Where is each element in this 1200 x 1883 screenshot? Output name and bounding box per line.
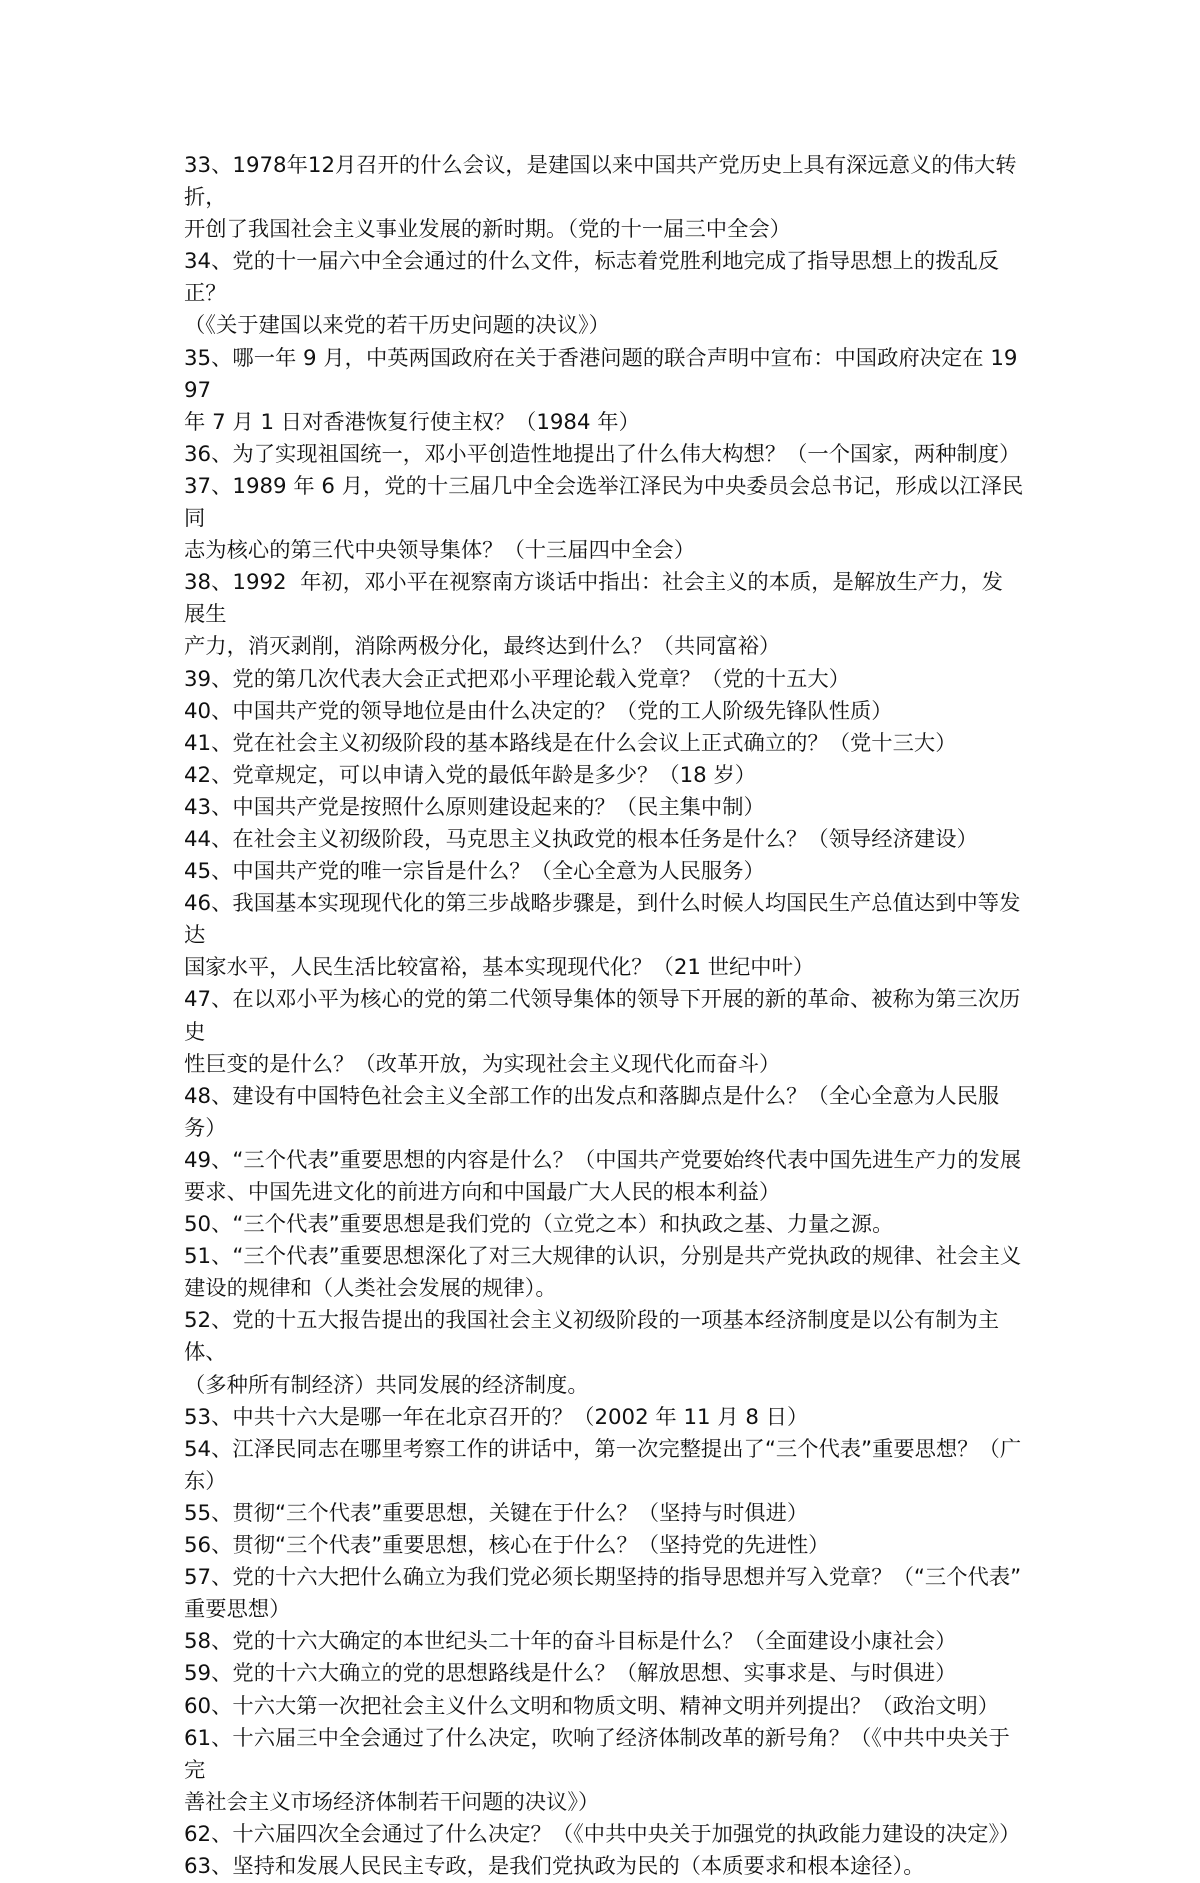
question-47: 47、在以邓小平为核心的党的第二代领导集体的领导下开展的新的革命、被称为第三次历史 性巨变的是什么？（改革开放，为实现社会主义现代化而奋斗） (184, 987, 1021, 1077)
question-48: 48、建设有中国特色社会主义全部工作的出发点和落脚点是什么？（全心全意为人民服务） (184, 1083, 1000, 1141)
question-61: 61、十六届三中全会通过了什么决定，吹响了经济体制改革的新号角？（《中共中央关于完 善社会主义市场经济体制若干问题的决议》） (184, 1725, 1010, 1815)
question-answer-list (184, 150, 1024, 1883)
question-56: 56、贯彻“三个代表”重要思想，核心在于什么？（坚持党的先进性） (184, 1533, 830, 1559)
question-62: 62、十六届四次全会通过了什么决定？（《中共中央关于加强党的执政能力建设的决定》） (184, 1821, 1021, 1847)
question-36: 36、为了实现祖国统一，邓小平创造性地提出了什么伟大构想？（一个国家，两种制度） (184, 441, 1021, 467)
question-58: 58、党的十六大确定的本世纪头二十年的奋斗目标是什么？（全面建设小康社会） (184, 1629, 957, 1655)
question-57: 57、党的十六大把什么确立为我们党必须长期坚持的指导思想并写入党章？（“三个代表” 重要思想） (184, 1565, 1022, 1623)
question-51: 51、“三个代表”重要思想深化了对三大规律的认识，分别是共产党执政的规律、社会主义 建设的规律和（人类社会发展的规律）。 (184, 1244, 1022, 1302)
question-44: 44、在社会主义初级阶段，马克思主义执政党的根本任务是什么？（领导经济建设） (184, 826, 978, 852)
question-34: 34、党的十一届六中全会通过的什么文件，标志着党胜利地完成了指导思想上的拨乱反正？ （《关于建国以来党的若干历史问题的决议》） (184, 249, 1000, 339)
question-60: 60、十六大第一次把社会主义什么文明和物质文明、精神文明并列提出？（政治文明） (184, 1693, 1000, 1719)
question-49: 49、“三个代表”重要思想的内容是什么？（中国共产党要始终代表中国先进生产力的发展 要求、中国先进文化的前进方向和中国最广大人民的根本利益） (184, 1147, 1022, 1205)
question-46: 46、我国基本实现现代化的第三步战略步骤是，到什么时候人均国民生产总值达到中等发达 国家水平，人民生活比较富裕，基本实现现代化？（21 世纪中叶） (184, 891, 1021, 981)
question-52: 52、党的十五大报告提出的我国社会主义初级阶段的一项基本经济制度是以公有制为主体、 （多种所有制经济）共同发展的经济制度。 (184, 1308, 1000, 1398)
question-55: 55、贯彻“三个代表”重要思想，关键在于什么？（坚持与时俱进） (184, 1500, 809, 1526)
question-54: 54、江泽民同志在哪里考察工作的讲话中，第一次完整提出了“三个代表”重要思想？（广 东） (184, 1436, 1022, 1494)
question-37: 37、1989 年 6 月，党的十三届几中全会选举江泽民为中央委员会总书记，形成以江泽民同 志为核心的第三代中央领导集体？（十三届四中全会） (184, 473, 1024, 564)
question-39: 39、党的第几次代表大会正式把邓小平理论载入党章？（党的十五大） (184, 666, 851, 692)
question-33: 33、1978年12月召开的什么会议，是建国以来中国共产党历史上具有深远意义的伟大转折， 开创了我国社会主义事业发展的新时期。（党的十一届三中全会） (184, 153, 1017, 243)
question-40: 40、中国共产党的领导地位是由什么决定的？（党的工人阶级先锋队性质） (184, 698, 893, 724)
question-50: 50、“三个代表”重要思想是我们党的（立党之本）和执政之基、力量之源。 (184, 1212, 894, 1238)
question-38: 38、1992 年初，邓小平在视察南方谈话中指出：社会主义的本质，是解放生产力，发展生 产力，消灭剥削，消除两极分化，最终达到什么？（共同富裕） (184, 570, 1003, 660)
question-59: 59、党的十六大确立的党的思想路线是什么？（解放思想、实事求是、与时俱进） (184, 1661, 957, 1687)
question-43: 43、中国共产党是按照什么原则建设起来的？（民主集中制） (184, 794, 765, 820)
question-41: 41、党在社会主义初级阶段的基本路线是在什么会议上正式确立的？（党十三大） (184, 730, 957, 756)
question-63: 63、坚持和发展人民民主专政，是我们党执政为民的（本质要求和根本途径）。 (184, 1853, 925, 1879)
question-53: 53、中共十六大是哪一年在北京召开的？（2002 年 11 月 8 日） (184, 1404, 809, 1430)
question-35: 35、哪一年 9 月，中英两国政府在关于香港问题的联合声明中宣布：中国政府决定在 1997 年 7 月 1 日对香港恢复行使主权？（1984 年） (184, 345, 1018, 435)
question-45: 45、中国共产党的唯一宗旨是什么？（全心全意为人民服务） (184, 859, 765, 885)
question-42: 42、党章规定，可以申请入党的最低年龄是多少？（18 岁） (184, 762, 757, 788)
